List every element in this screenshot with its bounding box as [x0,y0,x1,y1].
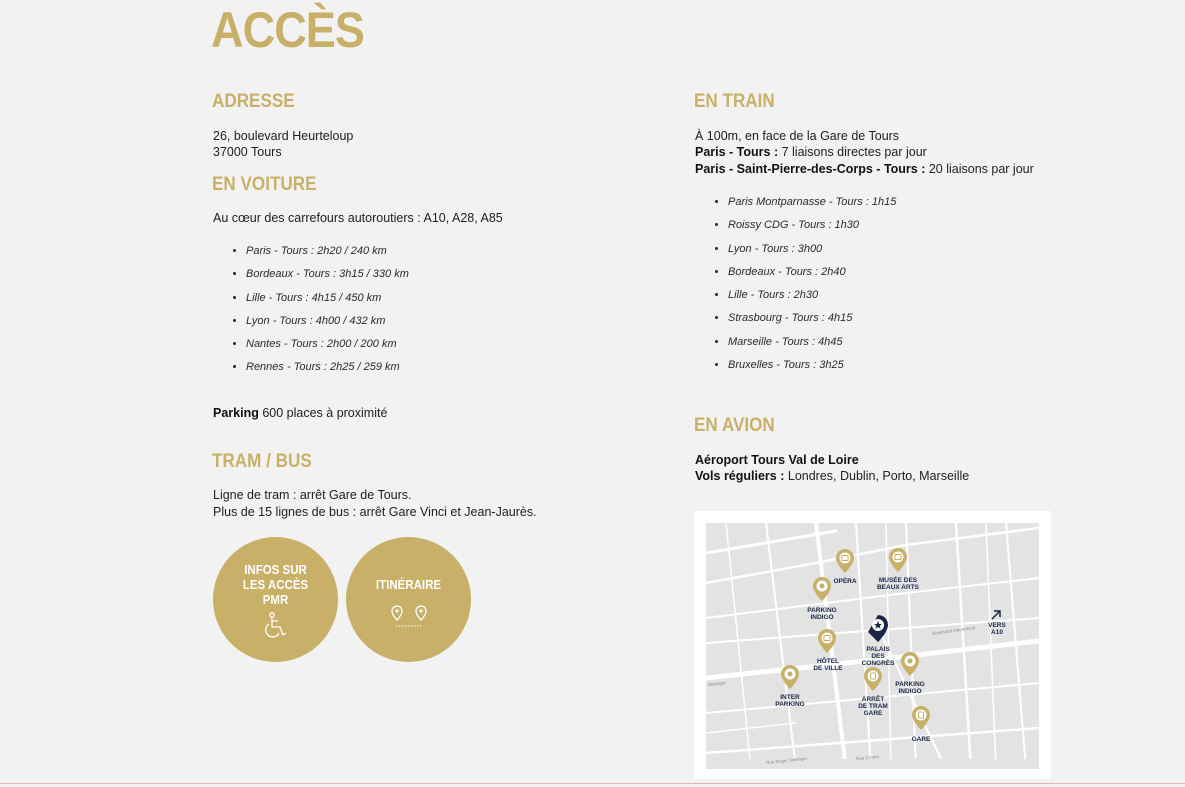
inter-parking-pin-icon[interactable] [780,664,800,690]
parking-indigo-2-pin-icon[interactable] [900,651,920,677]
car-routes-list [213,243,409,383]
hotel-ville-pin-icon[interactable] [817,628,837,654]
arrow-up-right-icon [990,609,1002,621]
parking-indigo-1-pin-icon[interactable] [812,576,832,602]
palais-pin-icon[interactable] [867,614,889,644]
tram-line-1: Ligne de tram : arrêt Gare de Tours. [213,488,412,502]
train-intro: À 100m, en face de la Gare de Tours [695,129,900,143]
list-item: • Lille - Tours : 2h30 [728,287,896,310]
page-title: ACCÈS [211,2,365,58]
parking-label: Parking [213,406,259,420]
train-line-2-bold: Paris - Tours : [695,145,779,159]
pmr-info-button[interactable] [213,537,338,662]
address-heading: ADRESSE [212,91,295,112]
street-label: Rue Roger Salengro [765,755,808,766]
vers-a10-label: VERS A10 [988,622,1006,636]
parking-info [213,405,387,422]
list-item: • Roissy CDG - Tours : 1h30 [728,217,896,240]
list-item: • Strasbourg - Tours : 4h15 [728,310,896,333]
tram-line-2: Plus de 15 lignes de bus : arrêt Gare Vinci et Jean-Jaurès. [213,505,537,519]
list-item: • Paris - Tours : 2h20 / 240 km [246,243,409,266]
pmr-info-label: INFOS SUR LES ACCÈS PMR [242,563,309,607]
gare-pin-icon[interactable] [911,705,931,731]
address-line-2: 37000 Tours [213,145,282,159]
access-map[interactable] [694,511,1051,779]
opera-pin-icon[interactable] [835,548,855,574]
address-line-1: 26, boulevard Heurteloup [213,129,354,143]
train-line-3-bold: Paris - Saint-Pierre-des-Corps - Tours : [695,162,926,176]
list-item: • Bordeaux - Tours : 3h15 / 330 km [246,266,409,289]
list-item: • Lille - Tours : 4h15 / 450 km [246,290,409,313]
map-canvas[interactable] [706,523,1039,769]
train-line-3-text: 20 liaisons par jour [925,162,1034,176]
inter-parking-label: INTER PARKING [775,694,805,708]
tram-heading: TRAM / BUS [212,451,312,472]
car-heading: EN VOITURE [212,174,317,195]
list-item: • Paris Montparnasse - Tours : 1h15 [728,194,896,217]
gare-label: GARE [911,736,931,743]
palais-label: PALAIS DES CONGRÈS [861,646,895,667]
list-item: • Rennes - Tours : 2h25 / 259 km [246,359,409,382]
list-item: • Lyon - Tours : 4h00 / 432 km [246,313,409,336]
train-line-2 [695,144,927,161]
itinerary-label: ITINÉRAIRE [375,578,442,592]
wheelchair-icon [213,611,338,644]
list-item: • Bordeaux - Tours : 2h40 [728,264,896,287]
flights-info [695,468,969,485]
hotel-ville-label: HÔTEL DE VILLE [813,658,843,672]
list-item: • Marseille - Tours : 4h45 [728,334,896,357]
plane-heading: EN AVION [694,415,775,436]
train-heading: EN TRAIN [694,91,775,112]
museum-label: MUSÉE DES BEAUX ARTS [876,577,919,591]
opera-label: OPÉRA [833,578,857,585]
parking-indigo-2-label: PARKING INDIGO [895,681,925,695]
train-routes-list [695,194,896,380]
tram-stop-label: ARRÊT DE TRAM GARE [858,696,888,717]
street-label: Boulevard Heurteloup [931,624,976,637]
museum-pin-icon[interactable] [888,547,908,573]
street-label: Rue Charoi [855,754,879,761]
parking-text: 600 places à proximité [258,406,388,420]
bottom-divider [0,783,1185,784]
list-item: • Bruxelles - Tours : 3h25 [728,357,896,380]
parking-indigo-1-label: PARKING INDIGO [807,607,837,621]
street-label: Beranger [707,680,727,687]
car-intro: Au cœur des carrefours autoroutiers : A10, A28, A85 [213,211,503,225]
itinerary-button[interactable] [346,537,471,662]
list-item: • Nantes - Tours : 2h00 / 200 km [246,336,409,359]
flights-text: Londres, Dublin, Porto, Marseille [784,469,970,483]
airport-label: Aéroport Tours Val de Loire [695,453,859,467]
map-pins-icon [346,603,471,632]
airport-name [695,452,859,469]
tram-stop-pin-icon[interactable] [863,666,883,692]
train-line-2-text: 7 liaisons directes par jour [778,145,927,159]
train-line-3 [695,161,1034,178]
flights-label: Vols réguliers : [695,469,785,483]
list-item: • Lyon - Tours : 3h00 [728,241,896,264]
